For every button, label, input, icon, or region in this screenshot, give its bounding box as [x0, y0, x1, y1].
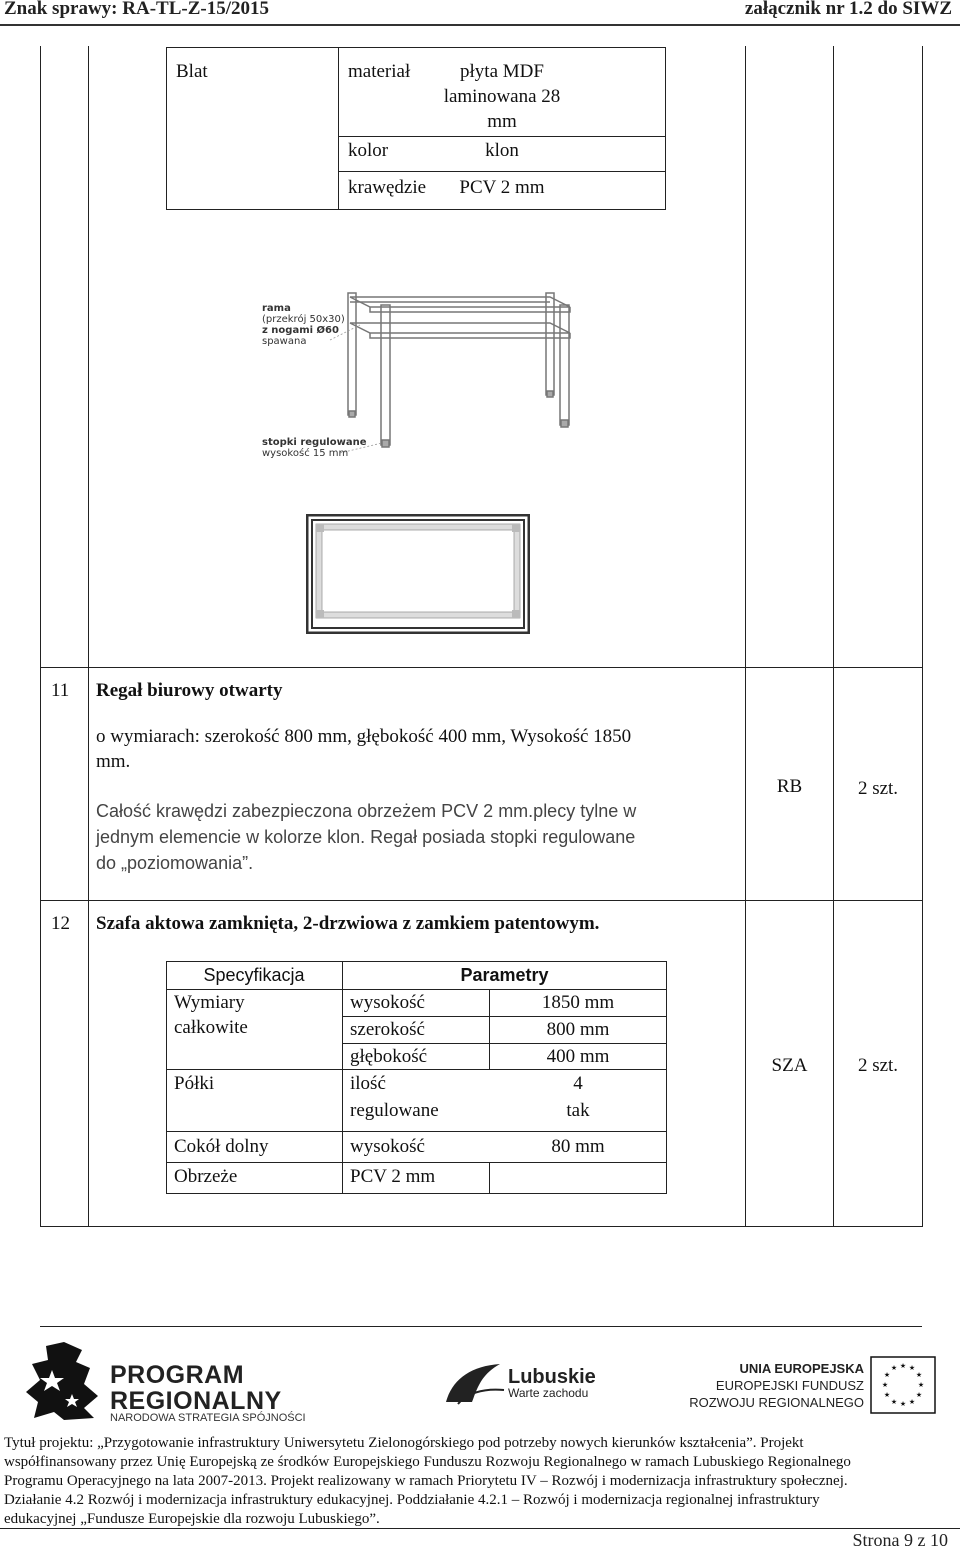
svg-text:★: ★	[883, 1371, 891, 1379]
item-11-dimensions: o wymiarach: szerokość 800 mm, głębokość 400 mm, Wysokość 1850 mm.	[96, 726, 632, 772]
svg-text:★: ★	[915, 1391, 923, 1399]
item-12-title: Szafa aktowa zamknięta, 2-drzwiowa z zamkiem patentowym.	[96, 913, 600, 934]
svg-text:★: ★	[908, 1364, 916, 1372]
edges-value: PCV 2 mm	[459, 177, 545, 198]
svg-text:★: ★	[908, 1398, 916, 1406]
material-value: płyta MDF laminowana 28 mm	[443, 61, 561, 132]
item-11-description: Całość krawędzi zabezpieczona obrzeżem PCV 2 mm.plecy tylne w jednym elemencie w kolorze klon. Regał posiada stopki regulowane do „poziomowania”.	[96, 801, 637, 873]
program-regionalny-text: PROGRAM REGIONALNY	[110, 1361, 282, 1415]
lubuskie-slogan: Warte zachodu	[508, 1386, 589, 1400]
header-rule	[0, 24, 960, 26]
svg-text:★: ★	[890, 1364, 898, 1372]
height-label: wysokość	[350, 992, 425, 1013]
frame-caption: rama (przekrój 50x30) z nogami Ø60 spawana	[262, 303, 345, 347]
program-regionalny-logo-icon	[24, 1340, 102, 1422]
item-11-code: RB	[776, 776, 803, 797]
dimensions-label: Wymiary całkowite	[174, 992, 248, 1038]
frame-top-view	[306, 514, 530, 634]
nss-text: NARODOWA STRATEGIA SPÓJNOŚCI	[110, 1412, 306, 1424]
shelves-label: Półki	[174, 1073, 215, 1094]
spec-table	[166, 961, 667, 1194]
feet-caption: stopki regulowane wysokość 15 mm	[262, 437, 367, 459]
params-header: Parametry	[460, 965, 549, 985]
adjustable-value: tak	[566, 1100, 590, 1121]
adjustable-label: regulowane	[350, 1100, 439, 1121]
footer-bottom-rule	[0, 1528, 960, 1529]
page-number: Strona 9 z 10	[852, 1530, 948, 1550]
svg-text:★: ★	[883, 1391, 891, 1399]
item-12-number: 12	[51, 913, 70, 934]
col-divider-no	[88, 46, 89, 1227]
item-11-title: Regał biurowy otwarty	[96, 680, 283, 701]
svg-text:★: ★	[890, 1398, 898, 1406]
col-divider-code	[833, 46, 834, 1227]
row-divider-12	[40, 900, 923, 901]
item-12-qty: 2 szt.	[857, 1055, 899, 1076]
shelf-count-value: 4	[573, 1073, 583, 1094]
svg-text:★: ★	[881, 1381, 889, 1389]
row-divider-11	[40, 667, 923, 668]
footer-project-info: Tytuł projektu: „Przygotowanie infrastruktury Uniwersytetu Zielonogórskiego pod potrzeby nowych kierunków kształcenia”. Projekt współfinansowany przez Unię Europejską ze środków Europejskiego Funduszu Rozwoju Regionalnego w ramach Lubuskiego Regionalnego Programu Operacyjnego na lata 2007-2013. Projekt realizowany w ramach Priorytetu IV – Rozwój i modernizacja infrastruktury społecznej. Działanie 4.2 Rozwój i modernizacja infrastruktury edukacyjnej. Poddziałanie 4.2.1 – Rozwój i modernizacja regionalnej infrastruktury edukacyjnej „Fundusze Europejskie dla rozwoju Lubuskiego”.	[4, 1435, 851, 1527]
depth-value: 400 mm	[546, 1046, 610, 1067]
width-value: 800 mm	[546, 1019, 610, 1040]
item-11-qty: 2 szt.	[857, 778, 899, 799]
eu-fund-text: UNIA EUROPEJSKA EUROPEJSKI FUNDUSZ ROZWOJU REGIONALNEGO	[689, 1361, 864, 1410]
height-value: 1850 mm	[541, 992, 615, 1013]
col-divider-desc	[745, 46, 746, 1227]
svg-text:★: ★	[899, 1362, 907, 1370]
svg-text:★: ★	[899, 1400, 907, 1408]
eu-flag-icon	[870, 1356, 936, 1414]
width-label: szerokość	[350, 1019, 425, 1040]
depth-label: głębokość	[350, 1046, 428, 1067]
plinth-height-value: 80 mm	[551, 1136, 605, 1157]
blat-label: Blat	[176, 61, 208, 82]
edging-label: Obrzeże	[174, 1166, 238, 1187]
spec-header: Specyfikacja	[203, 965, 305, 985]
attachment-label: załącznik nr 1.2 do SIWZ	[744, 0, 952, 19]
color-label: kolor	[348, 140, 389, 161]
plinth-height-label: wysokość	[350, 1136, 425, 1157]
footer-rule	[40, 1326, 922, 1327]
material-label: materiał	[348, 61, 411, 82]
svg-text:★: ★	[915, 1371, 923, 1379]
table-border-left	[40, 46, 41, 1227]
lubuskie-text: Lubuskie	[508, 1366, 596, 1388]
blat-table	[166, 47, 666, 210]
edges-label: krawędzie	[348, 177, 427, 198]
edging-value: PCV 2 mm	[350, 1166, 436, 1187]
table-border-bottom	[40, 1226, 923, 1227]
item-11-number: 11	[51, 680, 70, 701]
document-header	[0, 0, 960, 24]
plinth-label: Cokół dolny	[174, 1136, 269, 1157]
item-12-code: SZA	[771, 1055, 808, 1076]
color-value: klon	[485, 140, 519, 161]
lubuskie-logo-icon	[438, 1360, 508, 1408]
case-number: Znak sprawy: RA-TL-Z-15/2015	[4, 0, 269, 19]
table-border-right	[922, 46, 923, 1227]
shelf-count-label: ilość	[350, 1073, 386, 1094]
svg-text:★: ★	[917, 1381, 925, 1389]
